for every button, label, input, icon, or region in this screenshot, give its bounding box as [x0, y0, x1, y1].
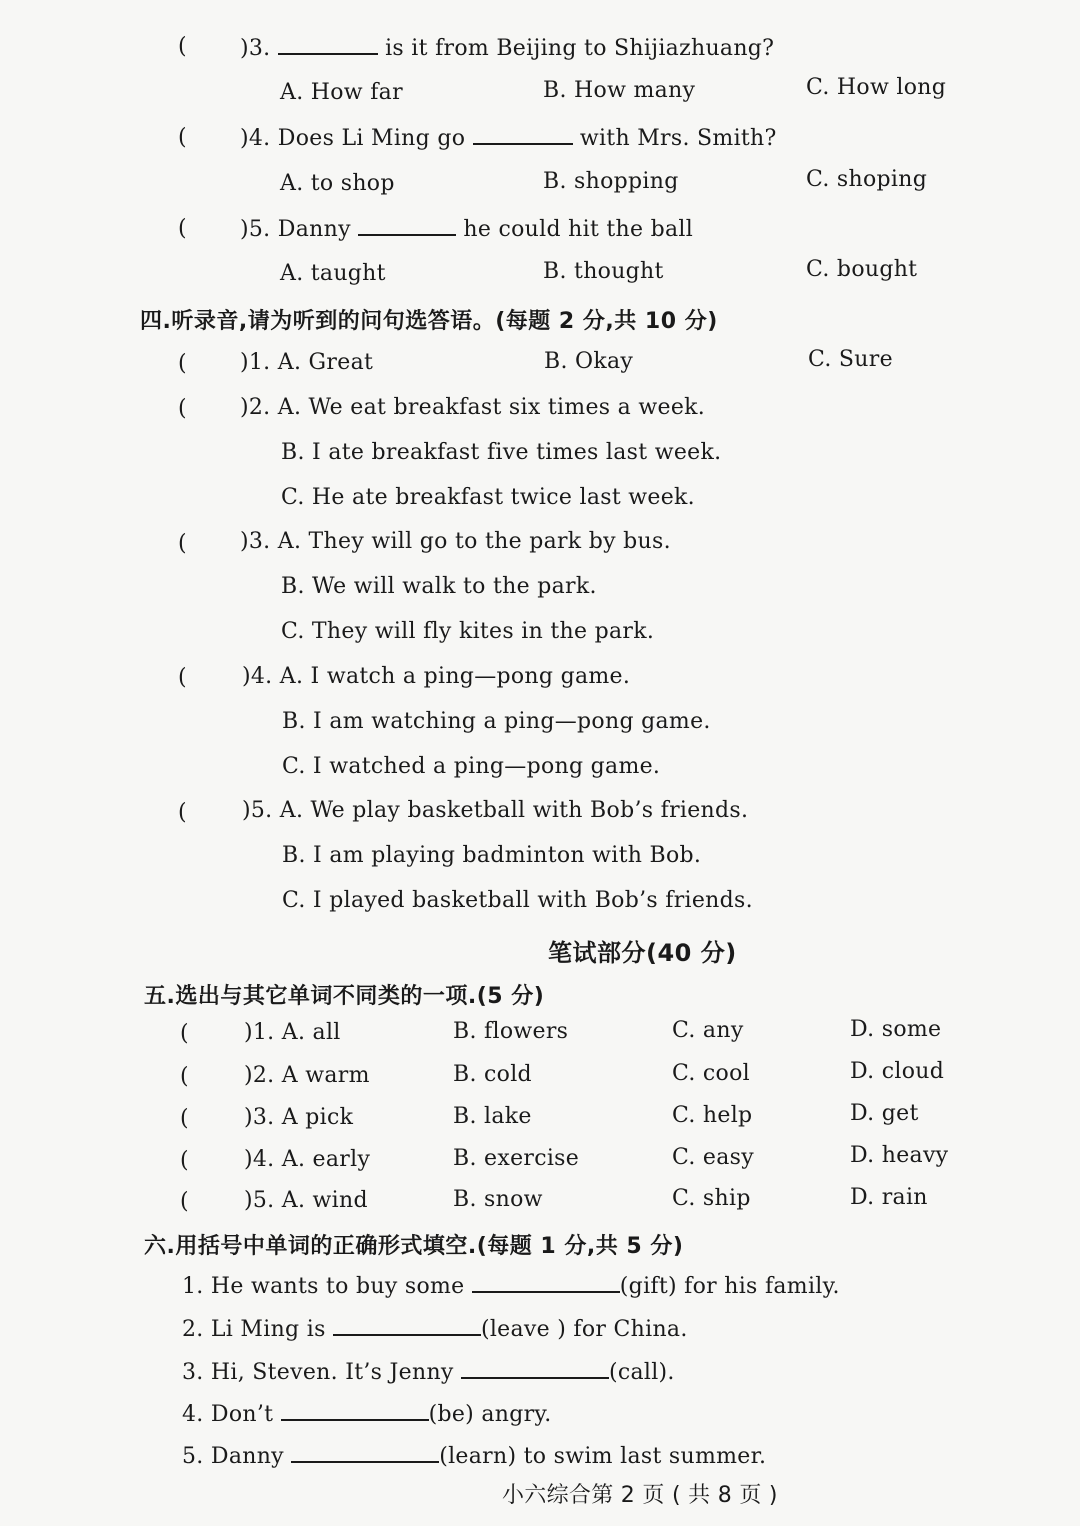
listening-q5	[242, 798, 748, 823]
question-number: )4.	[244, 1147, 275, 1172]
option-d: D. cloud	[850, 1059, 945, 1084]
odd-one-q5	[244, 1188, 368, 1213]
option-c: C. easy	[672, 1145, 754, 1170]
option-c: C. Sure	[808, 347, 893, 372]
answer-blank[interactable]	[291, 1441, 439, 1463]
option-d: D. some	[850, 1017, 942, 1042]
option-c: C. They will fly kites in the park.	[281, 619, 655, 644]
answer-paren: (	[178, 34, 187, 59]
option-b: B. I ate breakfast five times last week.	[281, 440, 722, 465]
option-b: B. cold	[453, 1062, 532, 1087]
option-c: C. cool	[672, 1061, 750, 1086]
option-b: B. shopping	[543, 169, 679, 194]
section-5-heading: 五.选出与其它单词不同类的一项.(5 分)	[144, 984, 545, 1009]
option-c: C. ship	[672, 1186, 751, 1211]
option-b: B. snow	[453, 1187, 543, 1212]
item-text: (be) angry.	[428, 1402, 552, 1427]
question-number: )2.	[240, 395, 271, 420]
option-c: C. any	[672, 1018, 744, 1043]
odd-one-q4	[244, 1147, 370, 1172]
option-c: C. bought	[806, 257, 918, 282]
answer-blank[interactable]	[461, 1357, 609, 1379]
fill-item-3	[182, 1357, 675, 1385]
item-text: 5. Danny	[182, 1444, 284, 1469]
answer-paren: (	[178, 351, 187, 376]
answer-paren: (	[178, 531, 187, 556]
option-b: B. I am watching a ping—pong game.	[282, 709, 711, 734]
page-footer: 小六综合第 2 页 ( 共 8 页 )	[502, 1483, 778, 1508]
odd-one-q3	[244, 1105, 353, 1130]
question-number: )4.	[240, 126, 271, 151]
option-c: C. He ate breakfast twice last week.	[281, 485, 695, 510]
answer-paren: (	[180, 1021, 189, 1046]
option-c: C. shoping	[806, 167, 928, 192]
question-number: )1.	[240, 350, 271, 375]
item-text: (gift) for his family.	[619, 1274, 840, 1299]
option-a: A. to shop	[280, 171, 395, 196]
item-text: 3. Hi, Steven. It’s Jenny	[182, 1360, 454, 1385]
option-c: C. help	[672, 1103, 753, 1128]
option-a: A. taught	[280, 261, 386, 286]
option-b: B. exercise	[453, 1146, 580, 1171]
option-b: B. Okay	[544, 349, 634, 374]
option-a: A. They will go to the park by bus.	[277, 529, 671, 554]
question-text: is it from Beijing to Shijiazhuang?	[385, 36, 775, 61]
answer-blank[interactable]	[278, 33, 378, 55]
option-b: B. flowers	[453, 1019, 569, 1044]
listening-q2	[240, 395, 705, 420]
item-text: (call).	[608, 1360, 675, 1385]
answer-paren: (	[178, 125, 187, 150]
answer-blank[interactable]	[358, 214, 456, 236]
question-number: )4.	[242, 664, 273, 689]
item-text: 4. Don’t	[182, 1402, 274, 1427]
option-a: A. early	[281, 1147, 371, 1172]
option-a: A. I watch a ping—pong game.	[279, 664, 631, 689]
question-text: he could hit the ball	[463, 217, 694, 242]
answer-paren: (	[178, 800, 187, 825]
question-number: )1.	[244, 1020, 275, 1045]
answer-paren: (	[178, 216, 187, 241]
option-a: A. How far	[280, 80, 403, 105]
option-a: A pick	[281, 1105, 354, 1130]
option-d: D. heavy	[850, 1143, 949, 1168]
fill-item-1	[182, 1271, 840, 1299]
fill-item-2	[182, 1314, 688, 1342]
answer-paren: (	[180, 1064, 189, 1089]
option-c: C. I played basketball with Bob’s friends.	[282, 888, 753, 913]
question-number: )3.	[240, 529, 271, 554]
question-number: )3.	[244, 1105, 275, 1130]
question-number: )2.	[244, 1063, 275, 1088]
item-text: 1. He wants to buy some	[182, 1274, 465, 1299]
answer-blank[interactable]	[473, 123, 573, 145]
question-5	[240, 214, 693, 242]
question-number: )5.	[240, 217, 271, 242]
question-number: )3.	[240, 36, 271, 61]
option-b: B. We will walk to the park.	[281, 574, 597, 599]
section-4-heading: 四.听录音,请为听到的问句选答语。(每题 2 分,共 10 分)	[140, 309, 718, 334]
fill-item-4	[182, 1399, 552, 1427]
answer-blank[interactable]	[333, 1314, 481, 1336]
listening-q1	[240, 350, 373, 375]
answer-blank[interactable]	[281, 1399, 429, 1421]
listening-q4	[242, 664, 630, 689]
option-b: B. lake	[453, 1104, 532, 1129]
option-d: D. rain	[850, 1185, 928, 1210]
answer-paren: (	[178, 396, 187, 421]
option-b: B. How many	[543, 78, 696, 103]
section-6-heading: 六.用括号中单词的正确形式填空.(每题 1 分,共 5 分)	[144, 1234, 684, 1259]
option-a: A. all	[281, 1020, 341, 1045]
question-text: Danny	[277, 217, 351, 242]
question-4	[240, 123, 777, 151]
odd-one-q1	[244, 1020, 341, 1045]
option-a: A. We eat breakfast six times a week.	[277, 395, 706, 420]
item-text: (learn) to swim last summer.	[439, 1444, 767, 1469]
fill-item-5	[182, 1441, 766, 1469]
written-part-title: 笔试部分(40 分)	[548, 939, 737, 967]
option-a: A. We play basketball with Bob’s friends.	[279, 798, 749, 823]
answer-paren: (	[178, 665, 187, 690]
answer-paren: (	[180, 1189, 189, 1214]
answer-blank[interactable]	[472, 1271, 620, 1293]
option-b: B. I am playing badminton with Bob.	[282, 843, 702, 868]
option-a: A. Great	[277, 350, 374, 375]
answer-paren: (	[180, 1148, 189, 1173]
answer-paren: (	[180, 1106, 189, 1131]
question-number: )5.	[242, 798, 273, 823]
item-text: (leave ) for China.	[480, 1317, 688, 1342]
option-b: B. thought	[543, 259, 664, 284]
option-c: C. I watched a ping—pong game.	[282, 754, 661, 779]
item-text: 2. Li Ming is	[182, 1317, 326, 1342]
question-text: with Mrs. Smith?	[579, 126, 777, 151]
option-c: C. How long	[806, 75, 947, 100]
question-text: Does Li Ming go	[277, 126, 466, 151]
listening-q3	[240, 529, 671, 554]
option-d: D. get	[850, 1101, 919, 1126]
option-a: A. wind	[281, 1188, 368, 1213]
option-a: A warm	[281, 1063, 370, 1088]
question-3	[240, 33, 774, 61]
odd-one-q2	[244, 1063, 370, 1088]
question-number: )5.	[244, 1188, 275, 1213]
